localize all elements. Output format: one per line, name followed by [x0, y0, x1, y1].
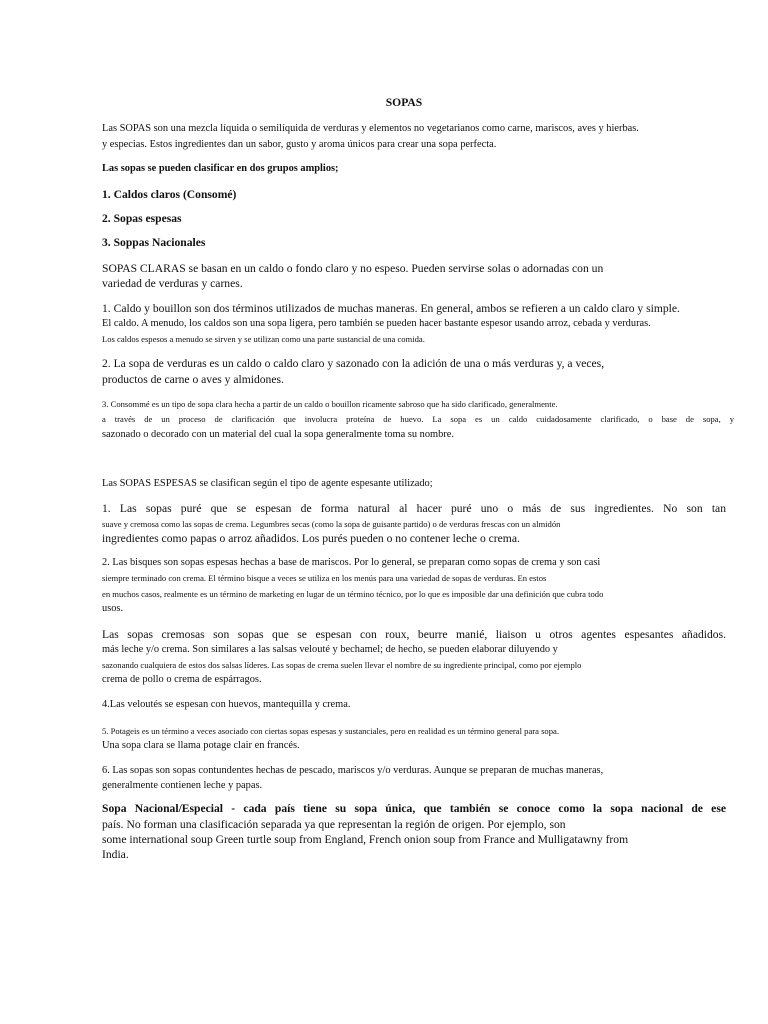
text-line: usos.: [102, 603, 124, 614]
list-item: 3. Soppas Nacionales: [102, 236, 206, 249]
text-line: ingredientes como papas o arroz añadidos. Los purés pueden o no contener leche o crema.: [102, 532, 520, 545]
page-title: SOPAS: [385, 96, 423, 109]
text-line: 4.Las veloutés se espesan con huevos, mantequilla y crema.: [102, 699, 351, 710]
section-heading: Las sopas se pueden clasificar en dos grupos amplios;: [102, 163, 339, 174]
text-line: variedad de verduras y carnes.: [102, 277, 243, 290]
text-line: Las SOPAS ESPESAS se clasifican según el tipo de agente espesante utilizado;: [102, 478, 433, 489]
text-line: Los caldos espesos a menudo se sirven y se utilizan como una parte sustancial de una comida.: [102, 334, 425, 344]
text-line: y especias. Estos ingredientes dan un sabor, gusto y aroma únicos para crear una sopa perfecta.: [102, 139, 497, 150]
text-line: generalmente contienen leche y papas.: [102, 780, 263, 791]
text-line: Sopa Nacional/Especial - cada país tiene su sopa única, que también se conoce como la sopa nacional de ese: [102, 802, 726, 815]
text-line: 2. Las bisques son sopas espesas hechas a base de mariscos. Por lo general, se preparan como sopas de crema y son casi: [102, 557, 601, 568]
text-line: Las SOPAS son una mezcla líquida o semilíquida de verduras y elementos no vegetarianos como carne, mariscos, aves y hierbas.: [102, 123, 639, 134]
text-line: 2. La sopa de verduras es un caldo o caldo claro y sazonado con la adición de una o más verduras y, a veces,: [102, 357, 605, 370]
text-line: Las sopas cremosas son sopas que se espesan con roux, beurre manié, liaison u otros agentes espesantes añadidos.: [102, 628, 726, 641]
text-line: El caldo. A menudo, los caldos son una sopa ligera, pero también se pueden hacer bastante espesor usando arroz, cebada y verduras.: [102, 318, 651, 329]
text-line: a través de un proceso de clarificación que involucra proteína de huevo. La sopa es un caldo cuidadosamente clarificado, o base de sopa, y: [102, 414, 734, 424]
text-line: India.: [102, 848, 129, 861]
text-line: suave y cremosa como las sopas de crema. Legumbres secas (como la sopa de guisante partido) o de verduras frescas con un almidón: [102, 519, 561, 529]
text-line: productos de carne o aves y almidones.: [102, 373, 284, 386]
text-line: 3. Consommé es un tipo de sopa clara hecha a partir de un caldo o bouillon ricamente sabroso que ha sido clarificado, generalmente.: [102, 399, 558, 409]
text-line: siempre terminado con crema. El término bisque a veces se utiliza en los menús para una variedad de sopas de verduras. En estos: [102, 573, 547, 583]
text-line: SOPAS CLARAS se basan en un caldo o fondo claro y no espeso. Pueden servirse solas o adornadas con un: [102, 262, 604, 275]
list-item: 1. Caldos claros (Consomé): [102, 188, 237, 201]
list-item: 2. Sopas espesas: [102, 212, 182, 225]
text-line: 5. Potageis es un término a veces asociado con ciertas sopas espesas y sustanciales, pero en realidad es un término general para sopa.: [102, 726, 559, 736]
text-line: Una sopa clara se llama potage clair en francés.: [102, 740, 300, 751]
text-line: crema de pollo o crema de espárragos.: [102, 674, 262, 685]
text-line: sazonado o decorado con un material del cual la sopa generalmente toma su nombre.: [102, 429, 454, 440]
text-line: some international soup Green turtle soup from England, French onion soup from France and Mulligatawny from: [102, 833, 629, 846]
text-line: sazonando cualquiera de estos dos salsas líderes. Las sopas de crema suelen llevar el nombre de su ingrediente principal, como por ejemplo: [102, 660, 582, 670]
text-line: más leche y/o crema. Son similares a las salsas velouté y bechamel; de hecho, se pueden elaborar diluyendo y: [102, 644, 558, 655]
text-line: 1. Las sopas puré que se espesan de forma natural al hacer puré uno o más de sus ingredientes. No son tan: [102, 502, 726, 515]
text-line: en muchos casos, realmente es un término de marketing en lugar de un término técnico, por lo que es imposible dar una definición que cubra todo: [102, 589, 604, 599]
text-line: 6. Las sopas son sopas contundentes hechas de pescado, mariscos y/o verduras. Aunque se preparan de muchas maneras,: [102, 765, 604, 776]
text-line: 1. Caldo y bouillon son dos términos utilizados de muchas maneras. En general, ambos se refieren a un caldo claro y simple.: [102, 302, 680, 315]
text-line: país. No forman una clasificación separada ya que representan la región de origen. Por ejemplo, son: [102, 818, 566, 831]
